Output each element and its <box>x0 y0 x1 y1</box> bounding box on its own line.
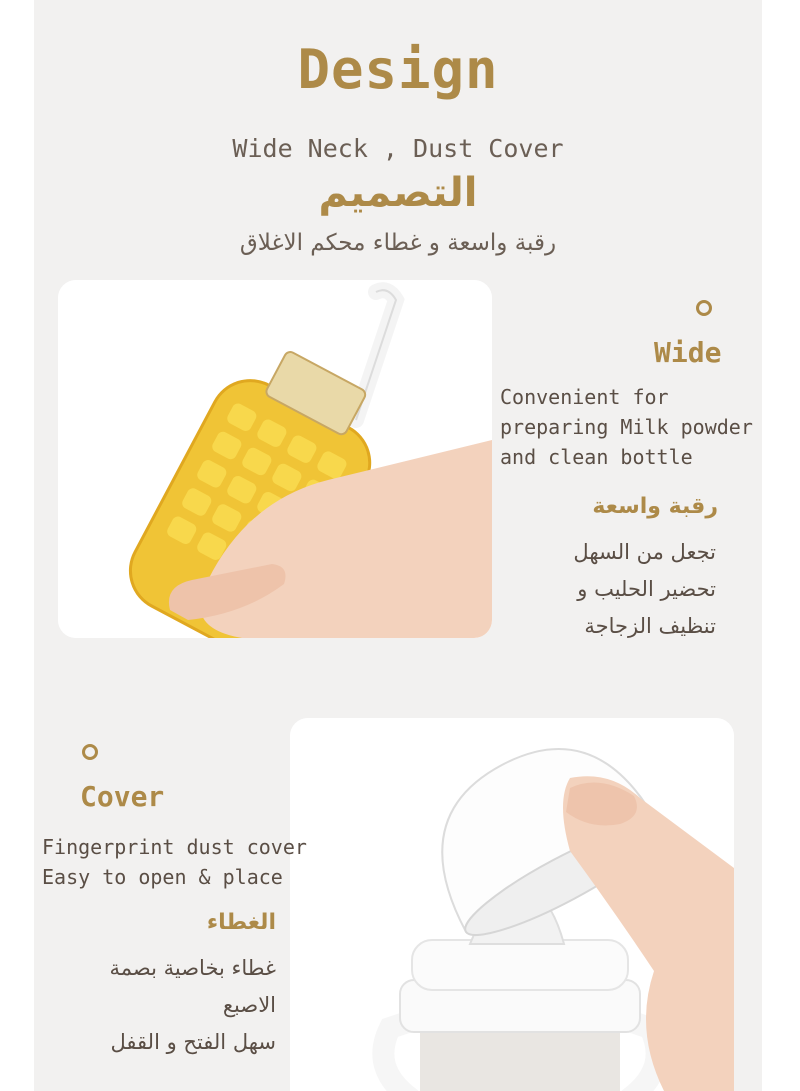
wide-line: preparing Milk powder <box>500 415 753 439</box>
product-feature-page <box>34 0 762 1091</box>
bottle-with-cover-illustration <box>290 718 734 1091</box>
arabic-page-title: التصميم <box>318 170 478 216</box>
cover-arabic-line: سهل الفتح و القفل <box>110 1030 276 1054</box>
cover-arabic-description <box>54 950 276 1061</box>
cover-line: Easy to open & place <box>42 865 283 889</box>
cover-bullet-icon <box>82 744 98 760</box>
wide-description <box>500 382 753 472</box>
page-title: Design <box>297 38 499 101</box>
bottle-with-sponge-illustration <box>58 280 492 638</box>
page-subtitle: Wide Neck , Dust Cover <box>232 134 564 163</box>
dust-cover-photo <box>290 718 734 1091</box>
wide-arabic-line: تنظيف الزجاجة <box>584 614 716 638</box>
cover-arabic-heading: الغطاء <box>206 910 276 935</box>
cover-arabic-line: غطاء بخاصية بصمة <box>109 956 276 980</box>
cover-description <box>42 832 307 892</box>
cover-line: Fingerprint dust cover <box>42 835 307 859</box>
wide-arabic-description <box>573 534 716 645</box>
wide-heading: Wide <box>654 336 722 369</box>
wide-neck-photo <box>58 280 492 638</box>
wide-arabic-line: تحضير الحليب و <box>577 577 716 601</box>
cover-heading: Cover <box>80 780 165 813</box>
cover-arabic-line: الاصبع <box>222 993 276 1017</box>
wide-bullet-icon <box>696 300 712 316</box>
arabic-page-subtitle: رقبة واسعة و غطاء محكم الاغلاق <box>239 230 557 256</box>
wide-line: and clean bottle <box>500 445 693 469</box>
wide-line: Convenient for <box>500 385 669 409</box>
wide-arabic-line: تجعل من السهل <box>573 540 716 564</box>
wide-arabic-heading: رقبة واسعة <box>592 494 718 519</box>
